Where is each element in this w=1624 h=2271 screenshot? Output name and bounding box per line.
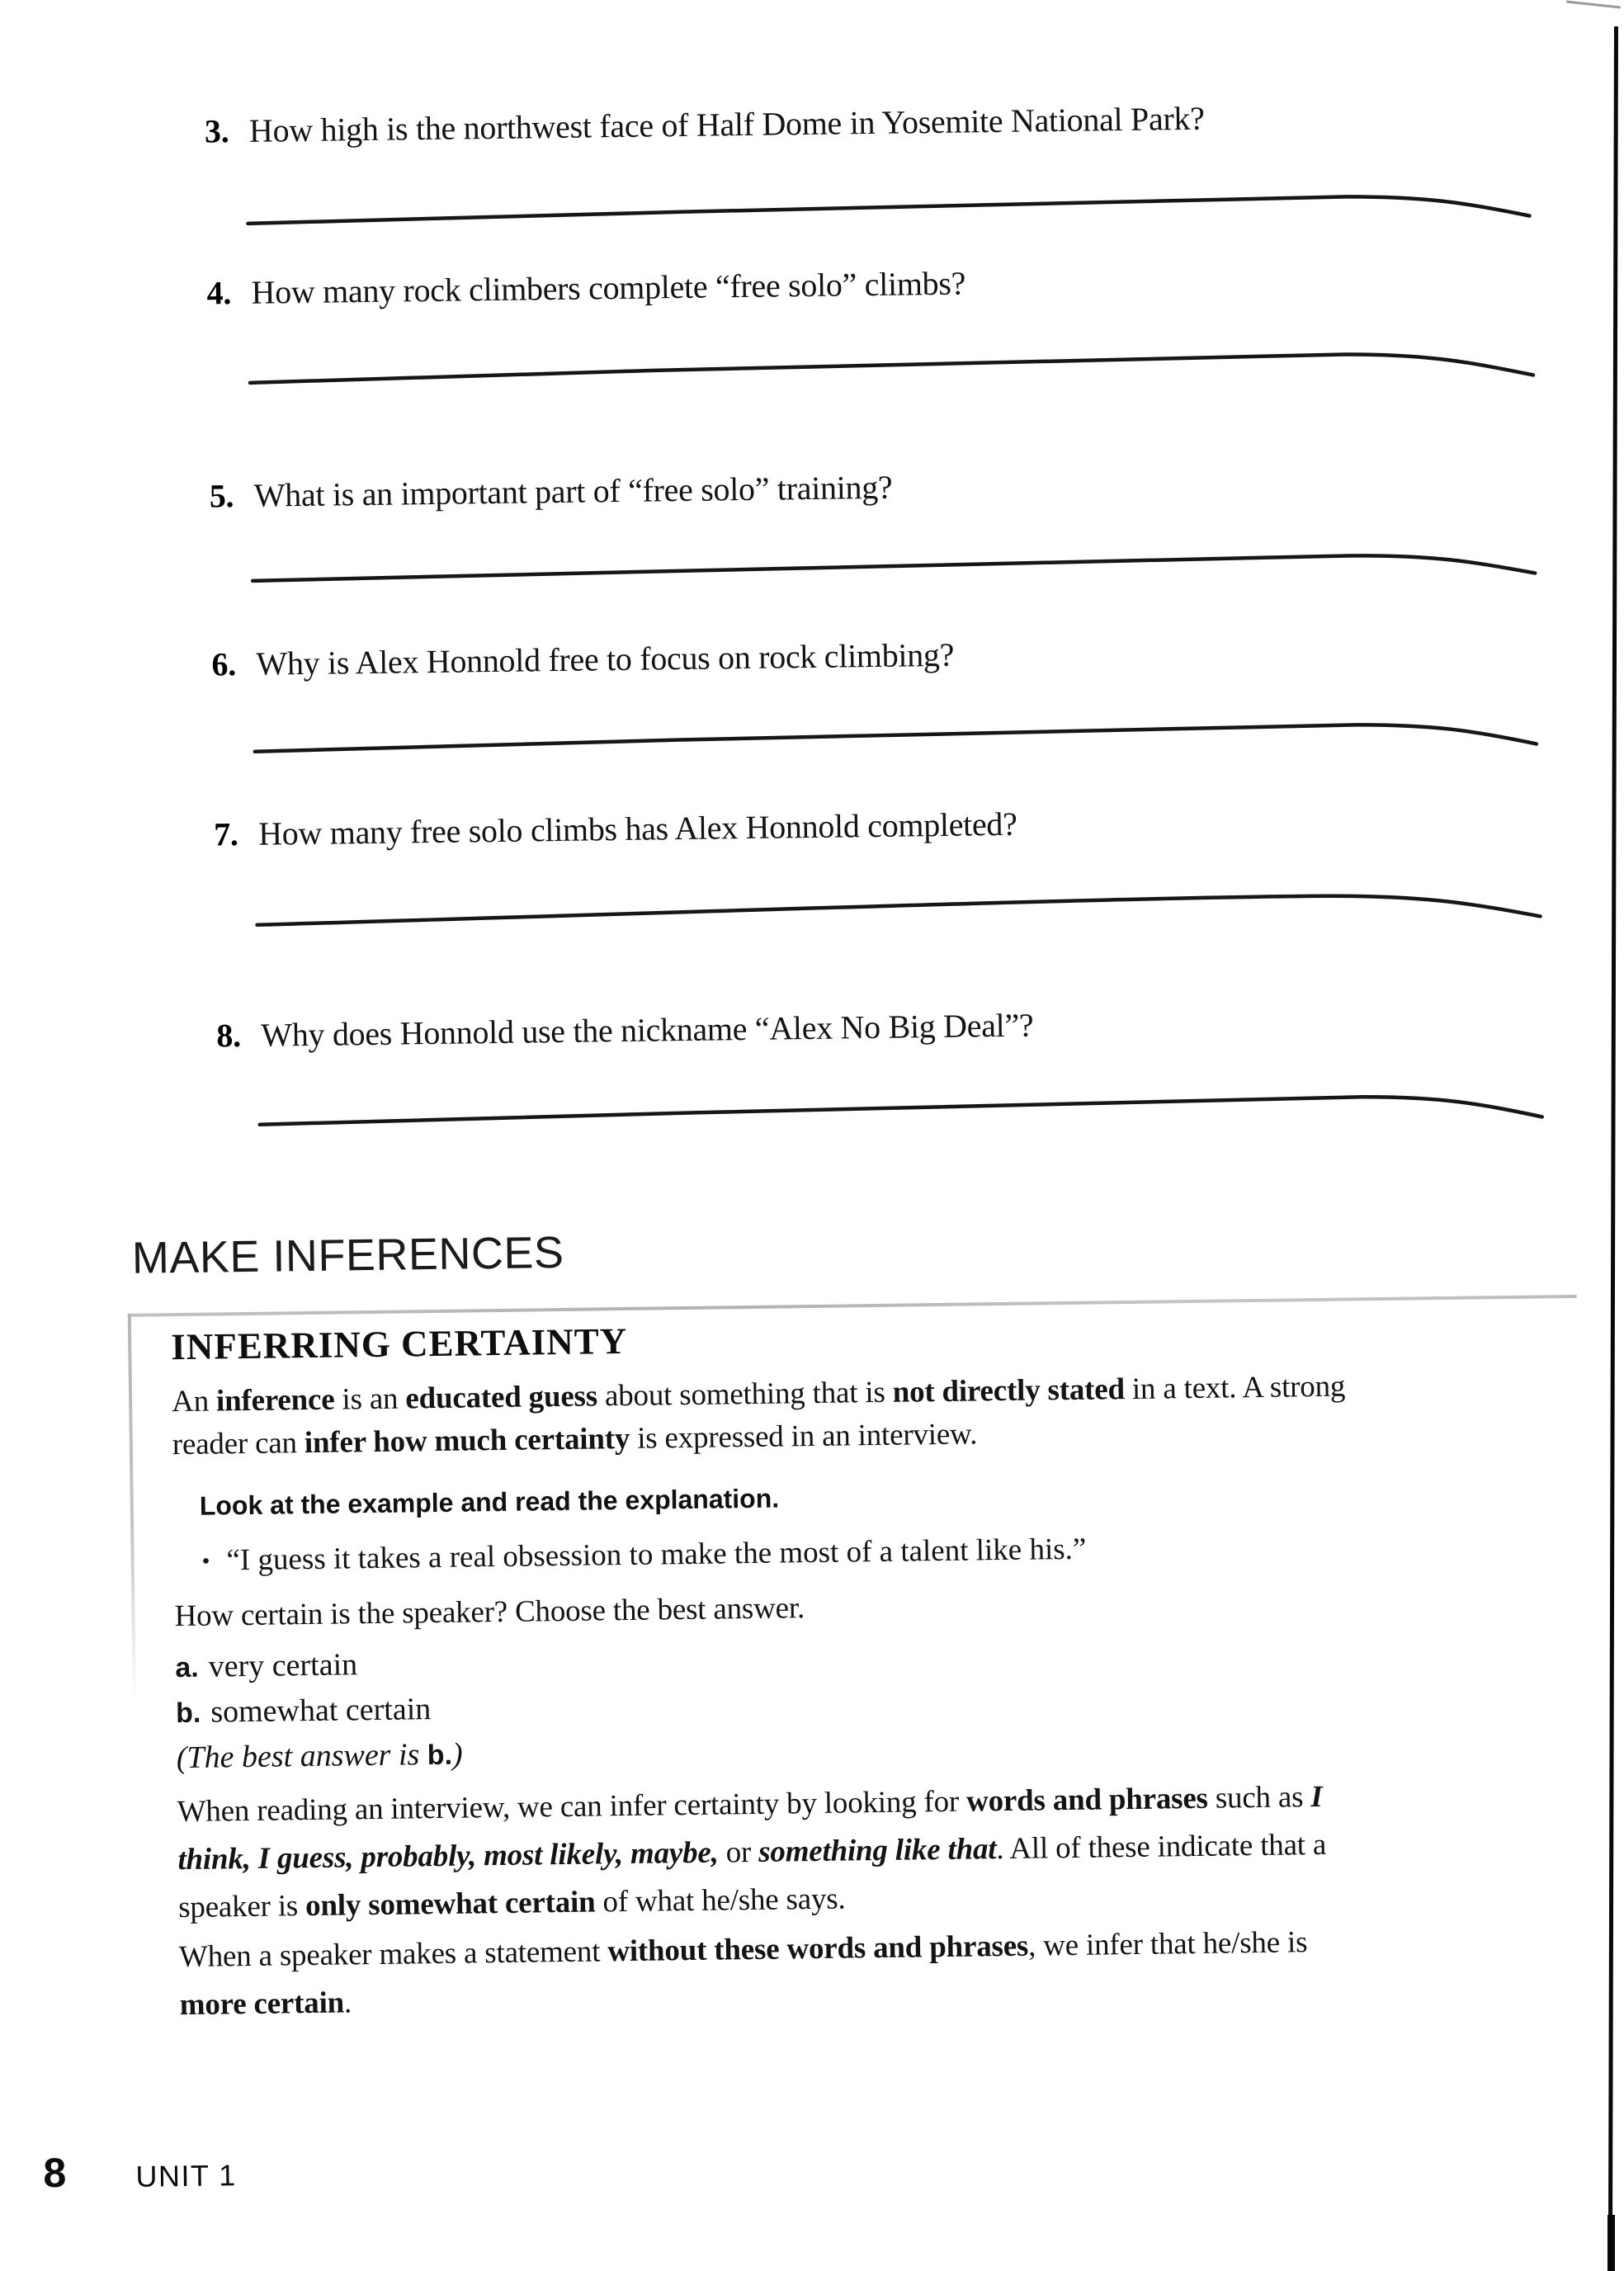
question-text: Why is Alex Honnold free to focus on rock climbing? xyxy=(256,635,955,682)
question-item-3 xyxy=(205,94,1574,152)
question-text: Why does Honnold use the nickname “Alex No Big Deal”? xyxy=(261,1006,1034,1054)
answer-blank-line-5[interactable] xyxy=(250,543,1554,597)
skill-box-paragraph-line: think, I guess, probably, most likely, maybe, or something like that. All of these indicate that a xyxy=(177,1827,1327,1877)
skill-box-title: INFERRING CERTAINTY xyxy=(170,1320,628,1368)
choice-b-letter: b. xyxy=(175,1697,201,1730)
question-item-7 xyxy=(214,797,1584,855)
choice-prompt: How certain is the speaker? Choose the best answer. xyxy=(174,1591,805,1634)
choice-a-text: very certain xyxy=(208,1647,358,1684)
question-number: 6. xyxy=(211,645,237,683)
skill-box-paragraph-line: more certain. xyxy=(179,1985,352,2023)
skill-box-top-border xyxy=(128,1295,1577,1317)
unit-label: UNIT 1 xyxy=(135,2158,238,2193)
question-text: How many rock climbers complete “free solo” climbs? xyxy=(251,264,966,311)
question-text: How high is the northwest face of Half Dome in Yosemite National Park? xyxy=(248,99,1205,149)
example-quote-text: “I guess it takes a real obsession to make the most of a talent like his.” xyxy=(226,1532,1087,1578)
question-text: What is an important part of “free solo” training? xyxy=(253,468,893,514)
answer-blank-line-4[interactable] xyxy=(248,343,1551,397)
choice-b[interactable] xyxy=(176,1691,432,1730)
answer-blank-line-6[interactable] xyxy=(253,713,1556,767)
example-quote-row xyxy=(201,1532,1086,1579)
answer-blank-line-3[interactable] xyxy=(245,185,1549,238)
skill-box-left-border xyxy=(128,1314,136,1702)
question-number: 4. xyxy=(206,274,232,312)
skill-box-paragraph-line: An inference is an educated guess about something that is not directly stated in a text. A strong xyxy=(171,1369,1346,1419)
question-item-4 xyxy=(206,256,1576,314)
choice-a-letter: a. xyxy=(175,1651,199,1684)
skill-box-paragraph-line: reader can infer how much certainty is expressed in an interview. xyxy=(172,1417,978,1462)
bullet-icon: • xyxy=(201,1548,210,1575)
answer-blank-line-7[interactable] xyxy=(254,885,1558,938)
skill-box-paragraph-line: When a speaker makes a statement without these words and phrases, we infer that he/she is xyxy=(178,1925,1308,1975)
answer-blank-line-8[interactable] xyxy=(257,1086,1560,1140)
choice-b-text: somewhat certain xyxy=(210,1692,432,1730)
directions-line: Look at the example and read the explanation. xyxy=(199,1483,780,1521)
skill-box-paragraph-line: When reading an interview, we can infer certainty by looking for words and phrases such as I xyxy=(177,1779,1323,1830)
question-item-5 xyxy=(209,459,1579,517)
scan-artifact-bottom-right xyxy=(1607,2215,1615,2271)
question-item-8 xyxy=(216,999,1586,1056)
skill-box-paragraph-line: speaker is only somewhat certain of what he/she says. xyxy=(177,1881,846,1925)
page-number: 8 xyxy=(43,2149,68,2197)
answer-note: (The best answer is b.) xyxy=(176,1736,463,1776)
choice-a[interactable] xyxy=(175,1646,357,1685)
question-number: 3. xyxy=(204,112,229,150)
question-item-6 xyxy=(211,627,1581,685)
question-text: How many free solo climbs has Alex Honnold completed? xyxy=(257,805,1017,852)
question-number: 5. xyxy=(209,477,234,515)
question-number: 7. xyxy=(213,815,238,853)
section-heading: MAKE INFERENCES xyxy=(131,1227,564,1283)
question-number: 8. xyxy=(216,1017,242,1055)
